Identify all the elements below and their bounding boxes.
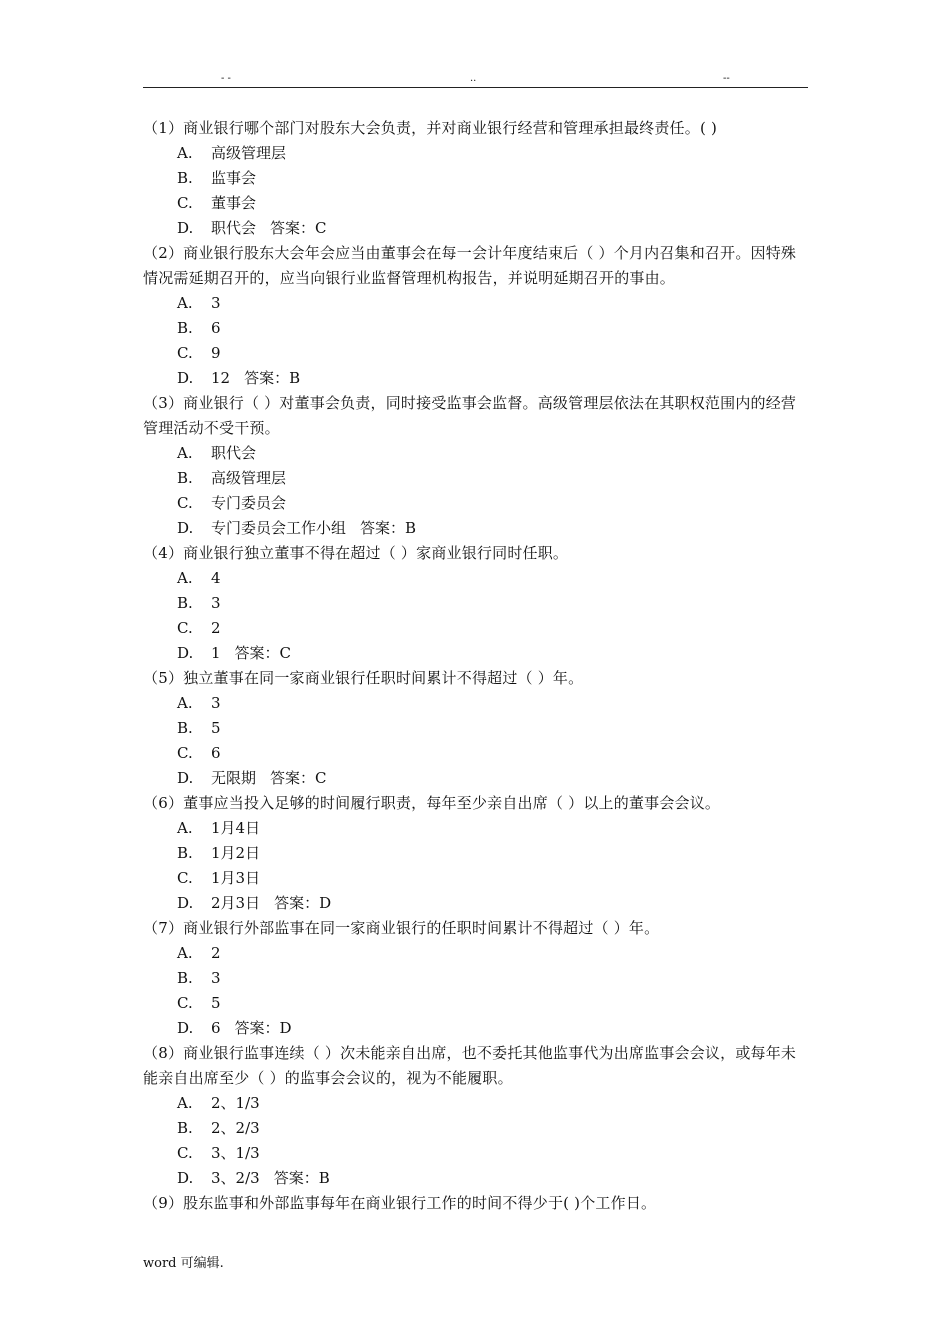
- question-block: [143, 241, 811, 391]
- question-text: （3）商业银行（ ）对董事会负责，同时接受监事会监督。高级管理层依法在其职权范围内的经营管理活动不受干预。: [143, 394, 797, 437]
- option-letter: C.: [177, 344, 193, 362]
- header-right-mark: --: [723, 73, 730, 84]
- answer-option: [143, 991, 811, 1016]
- option-value: 高级管理层: [211, 469, 287, 487]
- option-letter: C.: [177, 1144, 193, 1162]
- answer-option: [143, 591, 811, 616]
- question-text: （5）独立董事在同一家商业银行任职时间累计不得超过（ ）年。: [143, 669, 584, 687]
- option-letter: B.: [177, 469, 193, 487]
- page-header: [143, 70, 808, 88]
- answer-option: [143, 1116, 811, 1141]
- option-text: [211, 1141, 260, 1166]
- option-text: [211, 466, 286, 491]
- answer-option: [143, 641, 811, 666]
- option-letter: D.: [177, 369, 194, 387]
- answer-option: [143, 566, 811, 591]
- option-value: 4: [211, 569, 221, 587]
- option-letter: A.: [177, 144, 193, 162]
- option-letter: B.: [177, 844, 193, 862]
- option-value: 2月3日: [211, 894, 261, 912]
- question-block: [143, 1041, 811, 1191]
- option-value: 3: [211, 294, 221, 312]
- answer-key: 答案：C: [270, 219, 327, 237]
- page-footer: word 可编辑.: [143, 1256, 224, 1271]
- option-value: 3: [211, 969, 221, 987]
- option-letter: B.: [177, 169, 193, 187]
- question-text: （1）商业银行哪个部门对股东大会负责，并对商业银行经营和管理承担最终责任。( ): [143, 119, 718, 137]
- option-value: 3: [211, 694, 221, 712]
- answer-option: [143, 691, 811, 716]
- option-value: 1月2日: [211, 844, 261, 862]
- answer-option: [143, 141, 811, 166]
- answer-key: 答案：B: [244, 369, 301, 387]
- option-value: 5: [211, 994, 221, 1012]
- question-block: [143, 666, 811, 791]
- question-block: [143, 916, 811, 1041]
- answer-option: [143, 716, 811, 741]
- option-value: 专门委员会工作小组: [211, 519, 347, 537]
- question-text: （9）股东监事和外部监事每年在商业银行工作的时间不得少于( )个工作日。: [143, 1194, 657, 1212]
- option-text: [211, 966, 221, 991]
- option-letter: B.: [177, 594, 193, 612]
- option-text: [211, 316, 221, 341]
- option-letter: A.: [177, 294, 193, 312]
- option-letter: C.: [177, 619, 193, 637]
- question-block: [143, 116, 811, 241]
- option-value: 1月3日: [211, 869, 261, 887]
- option-value: 无限期: [211, 769, 257, 787]
- option-letter: D.: [177, 1169, 194, 1187]
- answer-option: [143, 741, 811, 766]
- option-value: 1: [211, 644, 221, 662]
- answer-option: [143, 316, 811, 341]
- option-text: [211, 741, 221, 766]
- option-text: [211, 141, 286, 166]
- option-letter: C.: [177, 744, 193, 762]
- answer-option: [143, 466, 811, 491]
- option-value: 12: [211, 369, 231, 387]
- option-value: 监事会: [211, 169, 257, 187]
- option-value: 3: [211, 594, 221, 612]
- option-value: 2: [211, 619, 221, 637]
- option-letter: A.: [177, 694, 193, 712]
- answer-option: [143, 766, 811, 791]
- option-value: 2、1/3: [211, 1094, 260, 1112]
- option-value: 1月4日: [211, 819, 261, 837]
- option-value: 高级管理层: [211, 144, 287, 162]
- option-letter: D.: [177, 1019, 194, 1037]
- question-block: [143, 1191, 811, 1216]
- question-text: （7）商业银行外部监事在同一家商业银行的任职时间累计不得超过（ ）年。: [143, 919, 660, 937]
- option-text: [211, 1091, 260, 1116]
- option-text: [211, 366, 300, 391]
- answer-option: [143, 816, 811, 841]
- option-letter: B.: [177, 1119, 193, 1137]
- option-text: [211, 691, 221, 716]
- option-text: [211, 641, 291, 666]
- answer-option: [143, 491, 811, 516]
- option-value: 2、2/3: [211, 1119, 260, 1137]
- option-text: [211, 891, 331, 916]
- option-text: [211, 766, 327, 791]
- option-value: 6: [211, 319, 221, 337]
- question-block: [143, 391, 811, 541]
- option-letter: A.: [177, 444, 193, 462]
- option-letter: D.: [177, 769, 194, 787]
- option-text: [211, 816, 260, 841]
- answer-key: 答案：D: [234, 1019, 292, 1037]
- option-letter: C.: [177, 994, 193, 1012]
- question-text: （4）商业银行独立董事不得在超过（ ）家商业银行同时任职。: [143, 544, 569, 562]
- question-block: [143, 791, 811, 916]
- answer-key: 答案：C: [234, 644, 292, 662]
- option-value: 2: [211, 944, 221, 962]
- option-letter: D.: [177, 519, 194, 537]
- option-value: 3、2/3: [211, 1169, 260, 1187]
- answer-key: 答案：B: [273, 1169, 330, 1187]
- answer-key: 答案：C: [270, 769, 327, 787]
- option-text: [211, 1116, 260, 1141]
- answer-key: 答案：B: [360, 519, 417, 537]
- answer-option: [143, 191, 811, 216]
- option-text: [211, 1016, 292, 1041]
- option-text: [211, 841, 260, 866]
- option-letter: A.: [177, 944, 193, 962]
- option-letter: A.: [177, 1094, 193, 1112]
- option-text: [211, 566, 221, 591]
- answer-option: [143, 966, 811, 991]
- option-text: [211, 216, 327, 241]
- option-text: [211, 166, 256, 191]
- option-letter: B.: [177, 319, 193, 337]
- answer-option: [143, 891, 811, 916]
- option-text: [211, 716, 221, 741]
- option-text: [211, 1166, 330, 1191]
- answer-option: [143, 1016, 811, 1041]
- option-letter: A.: [177, 819, 193, 837]
- answer-option: [143, 366, 811, 391]
- option-value: 6: [211, 744, 221, 762]
- question-text: （2）商业银行股东大会年会应当由董事会在每一会计年度结束后（ ）个月内召集和召开。因特殊情况需延期召开的，应当向银行业监督管理机构报告，并说明延期召开的事由。: [143, 244, 797, 287]
- question-list: [143, 116, 811, 1216]
- option-value: 6: [211, 1019, 221, 1037]
- option-text: [211, 941, 221, 966]
- option-value: 职代会: [211, 219, 257, 237]
- answer-option: [143, 441, 811, 466]
- option-letter: B.: [177, 969, 193, 987]
- option-letter: C.: [177, 194, 193, 212]
- option-text: [211, 991, 221, 1016]
- answer-option: [143, 616, 811, 641]
- answer-option: [143, 216, 811, 241]
- option-text: [211, 616, 221, 641]
- option-value: 专门委员会: [211, 494, 287, 512]
- header-center-mark: ..: [470, 73, 477, 84]
- header-left-mark: - -: [221, 73, 231, 84]
- answer-option: [143, 866, 811, 891]
- option-text: [211, 516, 416, 541]
- option-value: 董事会: [211, 194, 257, 212]
- answer-option: [143, 1166, 811, 1191]
- option-letter: D.: [177, 219, 194, 237]
- option-letter: A.: [177, 569, 193, 587]
- option-value: 9: [211, 344, 221, 362]
- question-text: （6）董事应当投入足够的时间履行职责，每年至少亲自出席（ ）以上的董事会会议。: [143, 794, 721, 812]
- option-letter: C.: [177, 494, 193, 512]
- option-value: 3、1/3: [211, 1144, 260, 1162]
- option-value: 5: [211, 719, 221, 737]
- answer-option: [143, 841, 811, 866]
- option-text: [211, 341, 221, 366]
- option-text: [211, 491, 286, 516]
- answer-option: [143, 341, 811, 366]
- answer-key: 答案：D: [274, 894, 332, 912]
- answer-option: [143, 291, 811, 316]
- option-letter: C.: [177, 869, 193, 887]
- option-value: 职代会: [211, 444, 257, 462]
- option-text: [211, 866, 260, 891]
- answer-option: [143, 1091, 811, 1116]
- option-letter: B.: [177, 719, 193, 737]
- answer-option: [143, 1141, 811, 1166]
- option-text: [211, 191, 256, 216]
- answer-option: [143, 941, 811, 966]
- option-letter: D.: [177, 894, 194, 912]
- option-text: [211, 441, 256, 466]
- answer-option: [143, 516, 811, 541]
- option-text: [211, 291, 221, 316]
- answer-option: [143, 166, 811, 191]
- question-block: [143, 541, 811, 666]
- question-text: （8）商业银行监事连续（ ）次未能亲自出席，也不委托其他监事代为出席监事会会议，或每年未能亲自出席至少（ ）的监事会会议的，视为不能履职。: [143, 1044, 797, 1087]
- option-letter: D.: [177, 644, 194, 662]
- option-text: [211, 591, 221, 616]
